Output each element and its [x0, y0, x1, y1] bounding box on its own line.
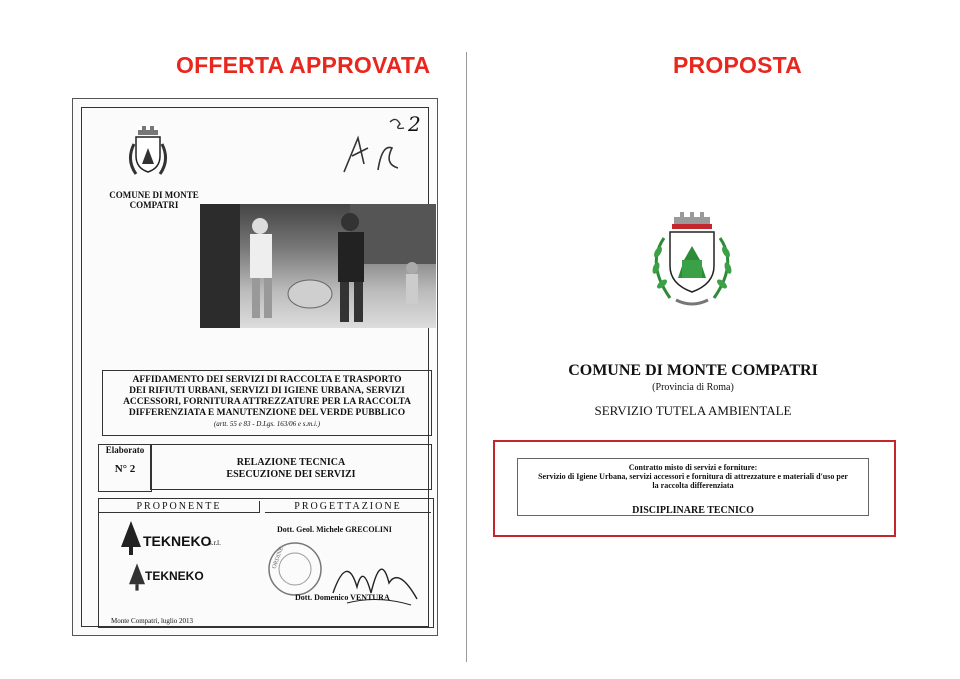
handwritten-number: 2 — [408, 112, 421, 136]
elaborato-box — [98, 444, 152, 492]
approved-offer-document — [72, 98, 438, 636]
contract-description: Servizio di Igiene Urbana, servizi accessori e fornitura di attrezzature e materiali d'uso per — [538, 472, 848, 481]
tender-title-line: AFFIDAMENTO DEI SERVIZI DI RACCOLTA E TRASPORTO — [132, 375, 402, 385]
tender-title-line: DIFFERENZIATA E MANUTENZIONE DEL VERDE PUBBLICO — [128, 408, 406, 418]
elaborato-label: Elaborato — [105, 445, 145, 455]
document-title: DISCIPLINARE TECNICO — [632, 505, 754, 516]
highlight-box — [493, 440, 896, 537]
contract-box — [517, 458, 869, 516]
law-reference: (artt. 55 e 83 - D.Lgs. 163/06 e s.m.i.) — [213, 420, 321, 428]
municipality-name: COMUNE DI MONTE COMPATRI — [568, 362, 818, 379]
company-suffix: s.r.l. — [209, 539, 221, 547]
company-logo: TEKNEKO — [143, 533, 212, 549]
tender-title-line: DEI RIFIUTI URBANI, SERVIZI DI IGIENE URBANA, SERVIZI — [129, 386, 405, 396]
stamp-text: ORDINE — [271, 546, 286, 570]
relazione-box — [150, 444, 432, 490]
relazione-line: ESECUZIONE DEI SERVIZI — [226, 469, 356, 480]
designer-1: Dott. Geol. Michele GRECOLINI — [277, 525, 392, 534]
progettazione-label: PROGETTAZIONE — [265, 501, 431, 513]
contract-type: Contratto misto di servizi e forniture: — [628, 463, 758, 472]
professional-stamp-icon — [265, 539, 325, 599]
company-logo-stamp: TEKNEKO — [145, 569, 204, 583]
tree-logo-icon — [121, 521, 141, 555]
provincia-label: (Provincia di Roma) — [652, 382, 734, 393]
designer-2: Dott. Domenico VENTURA — [295, 593, 390, 602]
document-frame — [81, 107, 429, 627]
center-divider — [466, 52, 467, 662]
proponente-label: PROPONENTE — [99, 501, 260, 513]
relazione-line: RELAZIONE TECNICA — [236, 457, 346, 468]
heading-offerta-approvata: OFFERTA APPROVATA — [176, 52, 431, 78]
contract-description-cont: la raccolta differenziata — [652, 481, 734, 490]
workers-photo — [200, 204, 436, 328]
service-name: SERVIZIO TUTELA AMBIENTALE — [594, 403, 792, 418]
elaborato-number: N° 2 — [114, 463, 136, 475]
tender-title-box — [102, 370, 432, 436]
municipal-crest-color-icon — [640, 208, 744, 314]
heading-proposta: PROPOSTA — [673, 52, 802, 78]
municipal-crest-icon — [126, 124, 170, 182]
tender-title-line: ACCESSORI, FORNITURA ATTREZZATURE PER LA RACCOLTA — [123, 397, 411, 407]
tree-logo-small-icon — [129, 563, 145, 591]
municipality-name-small: COMUNE DI MONTE COMPATRI — [109, 190, 199, 210]
signatories-box — [98, 498, 434, 628]
document-date: Monte Compatri, luglio 2013 — [111, 617, 194, 625]
